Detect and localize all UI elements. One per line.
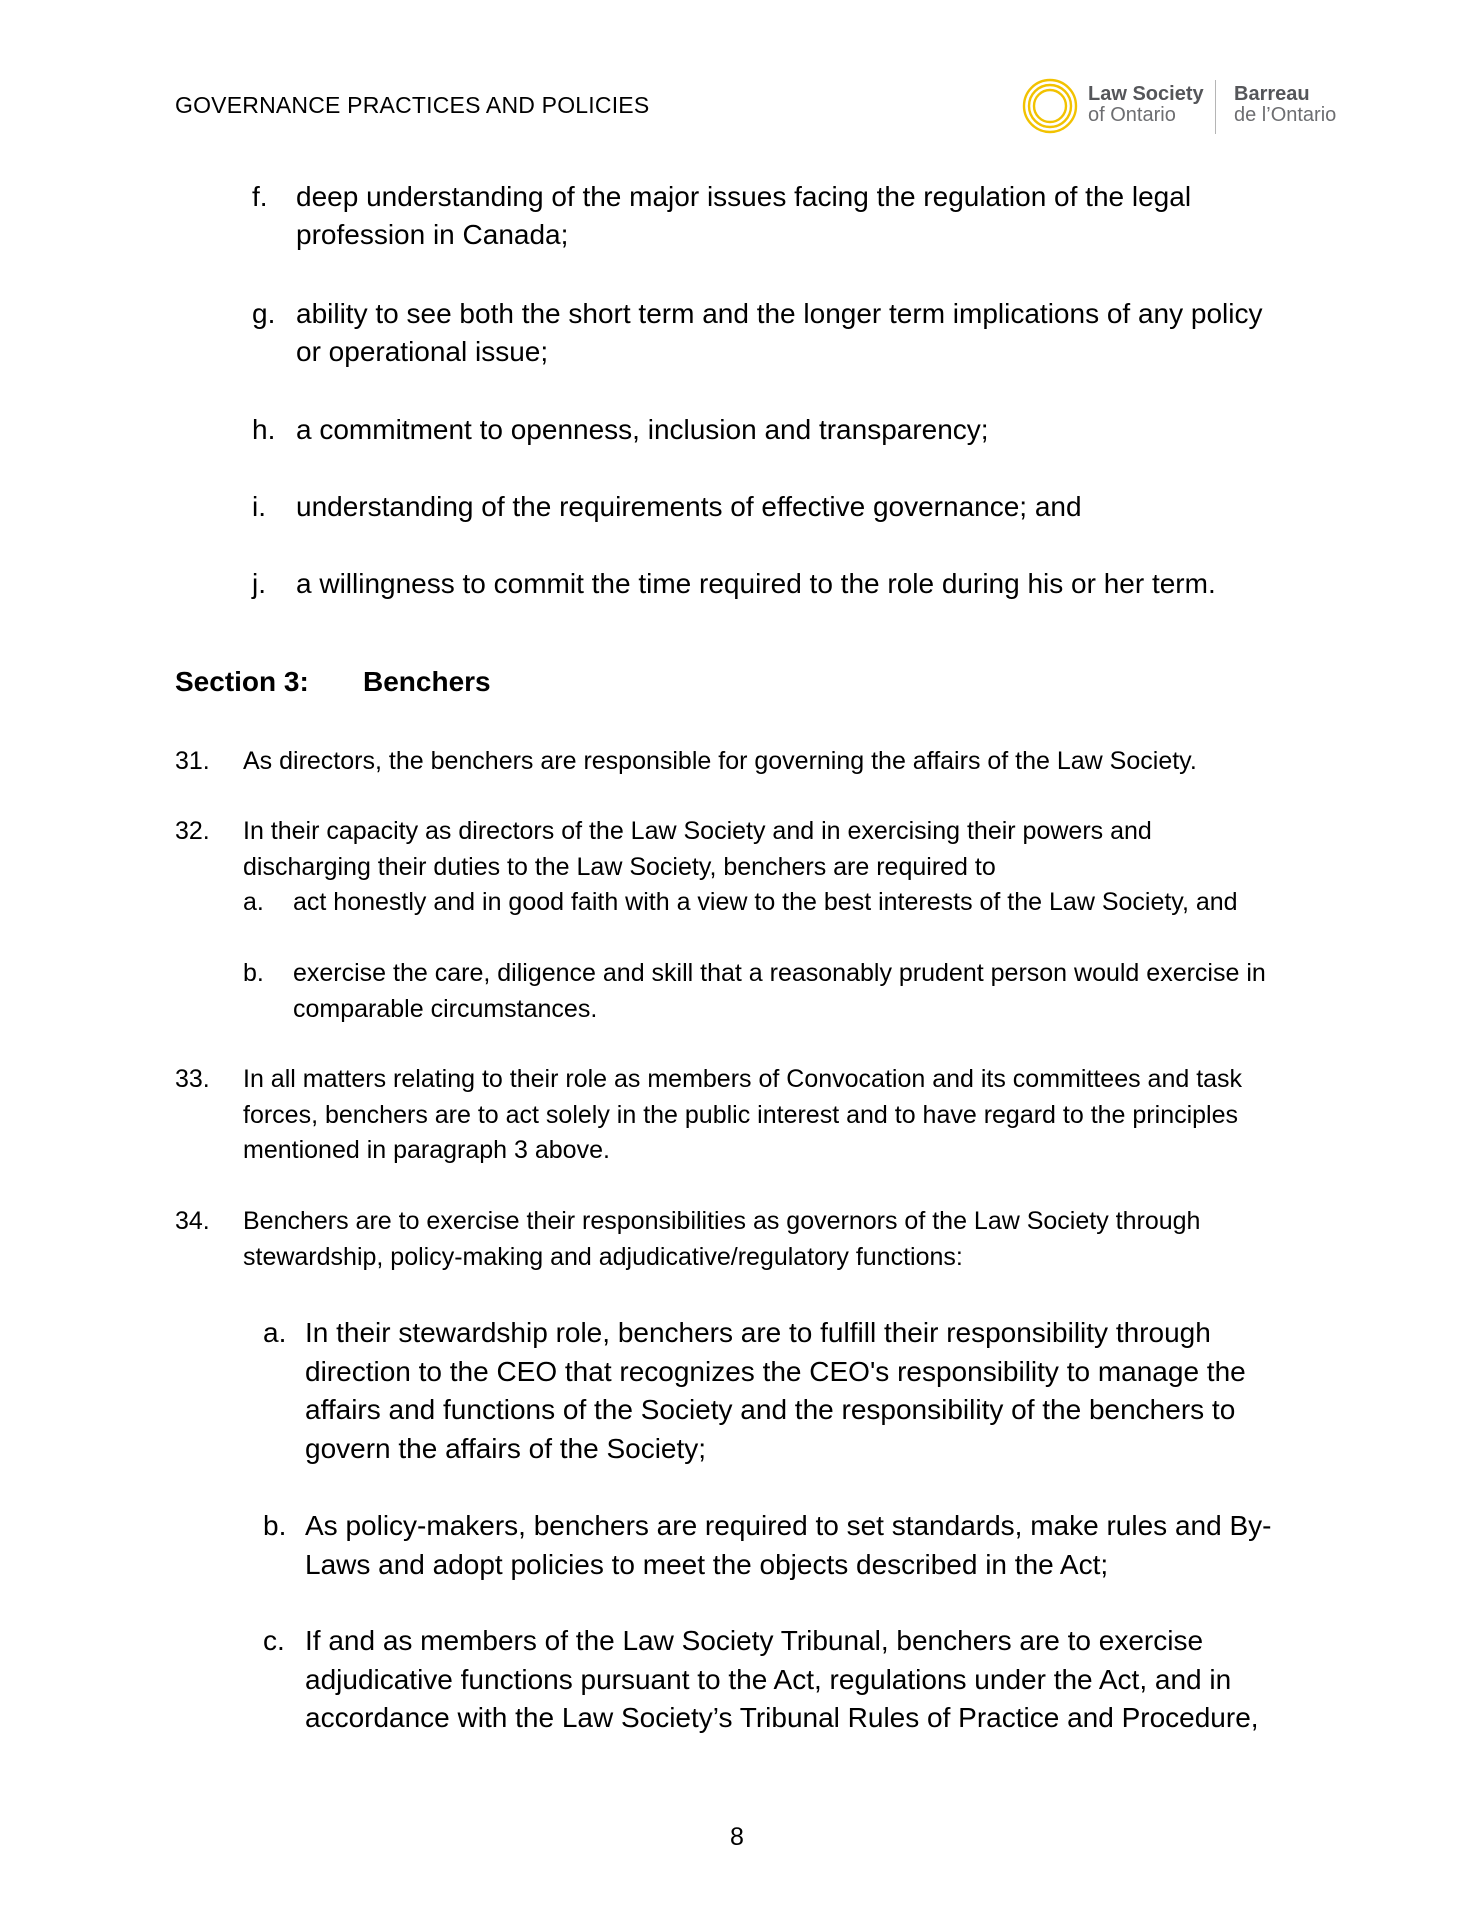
list-text: If and as members of the Law Society Tribunal, benchers are to exercise adjudicative functions pursuant to the Act, regulations under the Act, and in accordance with the Law Society’s Tribunal Rules of Practice and Procedure,: [305, 1625, 1259, 1733]
list-text: exercise the care, diligence and skill that a reasonably prudent person would exercise in comparable circumstances.: [293, 959, 1266, 1023]
paragraph-number: 31.: [175, 747, 210, 775]
list-marker: a.: [263, 1317, 287, 1348]
list-marker: j.: [252, 568, 266, 599]
list-text: a willingness to commit the time required to the role during his or her term.: [296, 568, 1216, 599]
list-marker: i.: [252, 491, 266, 522]
paragraph-number: 34.: [175, 1207, 210, 1235]
list-marker: g.: [252, 298, 276, 329]
list-marker: f.: [252, 181, 268, 212]
list-text: In their stewardship role, benchers are to fulfill their responsibility through direction to the CEO that recognizes the CEO's responsibility to manage the affairs and functions of the Society and the responsibility of the benchers to govern the affairs of the Society;: [305, 1317, 1246, 1464]
page-number: 8: [730, 1823, 744, 1851]
logo-fr-line1: Barreau: [1234, 83, 1310, 105]
paragraph-text: As directors, the benchers are responsible for governing the affairs of the Law Society.: [243, 747, 1197, 775]
law-society-logo: [1022, 78, 1342, 138]
logo-fr-line2: de l’Ontario: [1234, 104, 1337, 126]
paragraph-number: 32.: [175, 817, 210, 845]
section-name: Benchers: [363, 666, 491, 697]
ring-logo-icon: [1022, 78, 1078, 134]
list-text: As policy-makers, benchers are required to set standards, make rules and By-Laws and adopt policies to meet the objects described in the Act;: [305, 1510, 1272, 1580]
list-marker: c.: [263, 1625, 285, 1656]
paragraph-text: In all matters relating to their role as members of Convocation and its committees and task forces, benchers are to act solely in the public interest and to have regard to the principles mentioned in paragraph 3 above.: [243, 1065, 1243, 1164]
list-text: a commitment to openness, inclusion and transparency;: [296, 414, 989, 445]
paragraph-text: In their capacity as directors of the Law Society and in exercising their powers and discharging their duties to the Law Society, benchers are required to: [243, 817, 1152, 881]
list-text: ability to see both the short term and the longer term implications of any policy or operational issue;: [296, 298, 1263, 367]
section-heading: [175, 666, 491, 698]
list-text: understanding of the requirements of effective governance; and: [296, 491, 1082, 522]
list-marker: a.: [243, 888, 264, 916]
list-marker: b.: [263, 1510, 287, 1541]
logo-english-name: [1088, 84, 1204, 126]
logo-divider: [1215, 80, 1216, 134]
list-text: act honestly and in good faith with a view to the best interests of the Law Society, and: [293, 888, 1238, 916]
list-text: deep understanding of the major issues facing the regulation of the legal profession in Canada;: [296, 181, 1192, 250]
section-label: Section 3:: [175, 666, 309, 697]
paragraph-number: 33.: [175, 1065, 210, 1093]
list-marker: h.: [252, 414, 276, 445]
running-header: GOVERNANCE PRACTICES AND POLICIES: [175, 92, 650, 118]
logo-en-line2: of Ontario: [1088, 104, 1176, 126]
list-marker: b.: [243, 959, 264, 987]
paragraph-text: Benchers are to exercise their responsibilities as governors of the Law Society through stewardship, policy-making and adjudicative/regulatory functions:: [243, 1207, 1201, 1271]
logo-french-name: [1234, 84, 1336, 126]
logo-en-line1: Law Society: [1088, 83, 1204, 105]
